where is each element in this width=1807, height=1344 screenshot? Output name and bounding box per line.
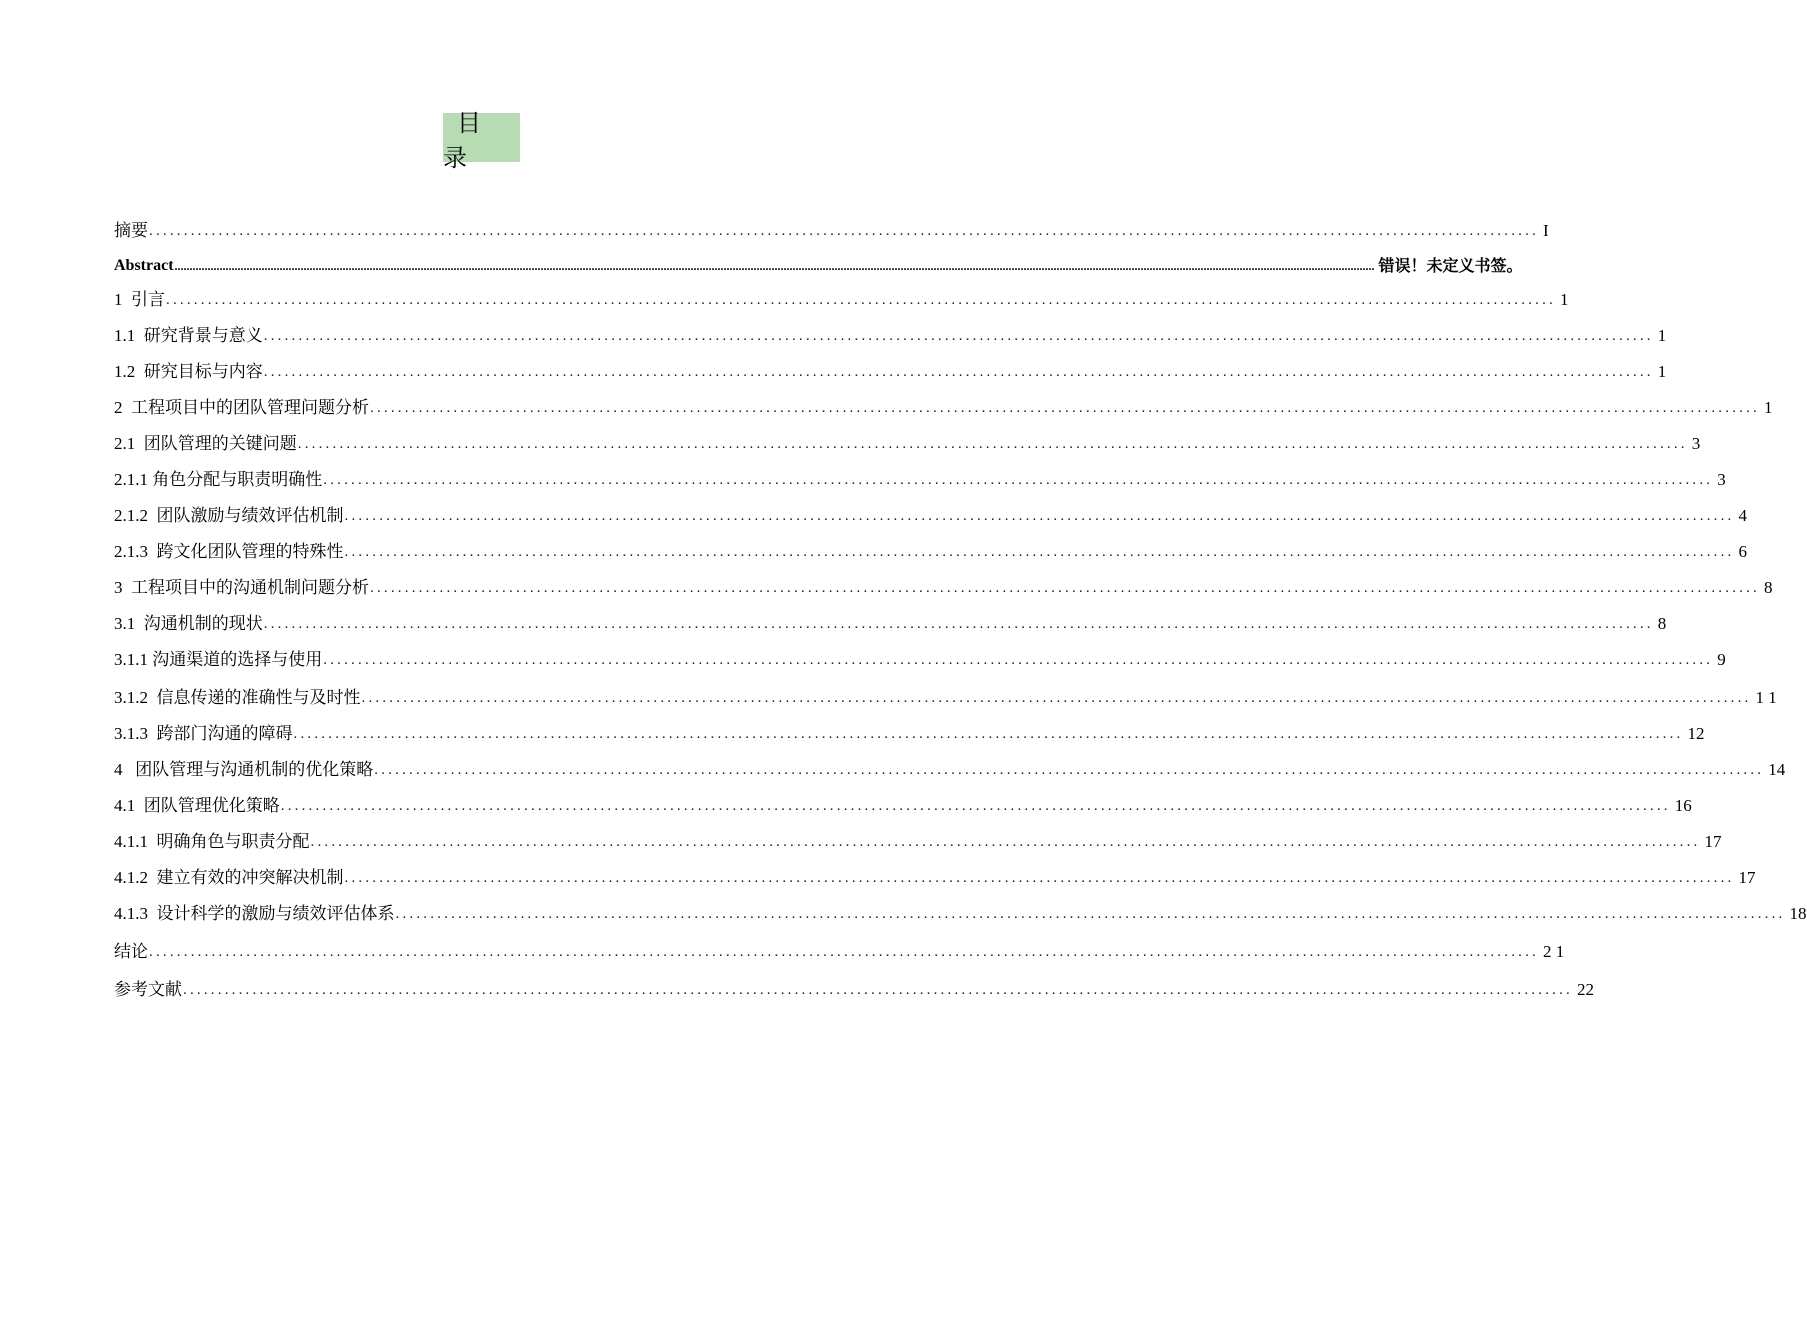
- toc-dot-leader: ........................................................................................................................................................................................................: [280, 798, 1671, 814]
- toc-dot-leader: ........................................................................................................................................................................................................: [183, 982, 1573, 998]
- toc-entry-label: 结论: [114, 942, 148, 961]
- toc-entry-label: 4.1.2 建立有效的冲突解决机制: [114, 868, 344, 887]
- toc-dot-leader: ........................................................................................................................................................................................................: [323, 472, 1714, 488]
- toc-dot-leader: ........................................................................................................................................................................................................: [297, 436, 1688, 452]
- toc-entry-abstract-en[interactable]: [114, 253, 1523, 279]
- toc-entry-page: 1: [1560, 290, 1569, 309]
- toc-entry-label: 1.2 研究目标与内容: [114, 362, 263, 381]
- toc-dot-leader: ........................................................................................................................................................................................................: [263, 328, 1654, 344]
- toc-entry-label: 3.1.3 跨部门沟通的障碍: [114, 724, 293, 743]
- toc-entry-label: 3.1.1 沟通渠道的选择与使用: [114, 650, 323, 669]
- toc-entry-4-1[interactable]: [114, 793, 1692, 819]
- toc-title: 目 录: [443, 113, 520, 162]
- toc-entry-4-1-3[interactable]: [114, 901, 1807, 927]
- toc-entry-page: 4: [1738, 506, 1747, 525]
- toc-entry-label: 2 工程项目中的团队管理问题分析: [114, 398, 369, 417]
- toc-entry-page: 17: [1704, 832, 1722, 851]
- toc-entry-page: 1 1: [1755, 688, 1777, 707]
- toc-entry-page: 6: [1738, 542, 1747, 561]
- toc-dot-leader: ........................................................................................................................................................................................................: [344, 508, 1735, 524]
- toc-entry-label: 2.1.1 角色分配与职责明确性: [114, 470, 323, 489]
- toc-entry-page: 3: [1691, 434, 1701, 453]
- toc-entry-2-1[interactable]: [114, 431, 1701, 457]
- toc-entry-2-1-3[interactable]: [114, 539, 1747, 565]
- toc-entry-label: 1 引言: [114, 290, 165, 309]
- toc-entry-label: 4.1.3 设计科学的激励与绩效评估体系: [114, 904, 395, 923]
- toc-entry-label: 4.1.1 明确角色与职责分配: [114, 832, 310, 851]
- toc-entry-label: Abstract: [114, 257, 174, 274]
- toc-dot-leader: ........................................................................................................................................................................................................: [263, 616, 1654, 632]
- toc-entry-label: 3 工程项目中的沟通机制问题分析: [114, 578, 369, 597]
- toc-dot-leader: ........................................................................................................................................................................................................: [323, 652, 1714, 668]
- toc-dot-leader: ................................................................................................................................................................................................................................................................................................................................................................................................................: [174, 259, 1375, 273]
- toc-entry-3-1-2[interactable]: [114, 685, 1777, 711]
- toc-entry-page: 22: [1577, 980, 1594, 999]
- toc-dot-leader: ........................................................................................................................................................................................................: [149, 223, 1539, 239]
- toc-entry-references[interactable]: [114, 977, 1594, 1003]
- toc-entry-label: 2.1.2 团队激励与绩效评估机制: [114, 506, 344, 525]
- toc-entry-label: 3.1 沟通机制的现状: [114, 614, 263, 633]
- toc-entry-2-1-1[interactable]: [114, 467, 1726, 493]
- toc-entry-4-1-1[interactable]: [114, 829, 1722, 855]
- toc-dot-leader: ........................................................................................................................................................................................................: [344, 870, 1735, 886]
- toc-dot-leader: ........................................................................................................................................................................................................: [370, 580, 1760, 596]
- toc-entry-page: 12: [1687, 724, 1705, 743]
- toc-entry-page: 1: [1657, 326, 1667, 345]
- toc-entry-label: 参考文献: [114, 980, 182, 999]
- toc-dot-leader: ........................................................................................................................................................................................................: [344, 544, 1735, 560]
- toc-entry-page: 16: [1674, 796, 1692, 815]
- toc-entry-conclusion[interactable]: [114, 939, 1565, 965]
- toc-entry-page: 1: [1764, 398, 1773, 417]
- toc-entry-label: 1.1 研究背景与意义: [114, 326, 263, 345]
- toc-entry-4-1-2[interactable]: [114, 865, 1756, 891]
- toc-dot-leader: ........................................................................................................................................................................................................: [370, 400, 1760, 416]
- toc-dot-leader: ........................................................................................................................................................................................................: [149, 944, 1539, 960]
- toc-entry-3-1-3[interactable]: [114, 721, 1705, 747]
- toc-dot-leader: ........................................................................................................................................................................................................: [374, 762, 1765, 778]
- toc-entry-label: 2.1 团队管理的关键问题: [114, 434, 297, 453]
- toc-entry-label: 2.1.3 跨文化团队管理的特殊性: [114, 542, 344, 561]
- toc-dot-leader: ........................................................................................................................................................................................................: [166, 292, 1556, 308]
- toc-entry-page: 8: [1657, 614, 1667, 633]
- toc-entry-page: 9: [1717, 650, 1726, 669]
- toc-entry-label: 3.1.2 信息传递的准确性与及时性: [114, 688, 361, 707]
- toc-entry-page: 1: [1657, 362, 1667, 381]
- toc-entry-3-1-1[interactable]: [114, 647, 1726, 673]
- toc-entry-1-2[interactable]: [114, 359, 1667, 385]
- toc-entry-1[interactable]: [114, 287, 1569, 313]
- toc-entry-page: I: [1543, 221, 1549, 240]
- toc-entry-page: 错误！未定义书签。: [1378, 256, 1523, 275]
- toc-entry-2-1-2[interactable]: [114, 503, 1747, 529]
- toc-entry-4[interactable]: [114, 757, 1786, 783]
- toc-dot-leader: ........................................................................................................................................................................................................: [310, 834, 1701, 850]
- toc-entry-3[interactable]: [114, 575, 1773, 601]
- toc-entry-2[interactable]: [114, 395, 1773, 421]
- toc-entry-page: 18: [1789, 904, 1807, 923]
- toc-entry-3-1[interactable]: [114, 611, 1667, 637]
- toc-entry-label: 4.1 团队管理优化策略: [114, 796, 280, 815]
- toc-entry-1-1[interactable]: [114, 323, 1667, 349]
- toc-entry-abstract-zh[interactable]: [114, 218, 1549, 244]
- toc-entry-page: 2 1: [1543, 942, 1565, 961]
- toc-dot-leader: ........................................................................................................................................................................................................: [293, 726, 1684, 742]
- toc-entry-page: 14: [1768, 760, 1786, 779]
- toc-dot-leader: ........................................................................................................................................................................................................: [395, 906, 1786, 922]
- toc-entry-page: 3: [1717, 470, 1726, 489]
- toc-entry-label: 4 团队管理与沟通机制的优化策略: [114, 760, 374, 779]
- toc-dot-leader: ........................................................................................................................................................................................................: [361, 690, 1752, 706]
- toc-entry-page: 17: [1738, 868, 1756, 887]
- toc-dot-leader: ........................................................................................................................................................................................................: [263, 364, 1654, 380]
- toc-entry-page: 8: [1764, 578, 1773, 597]
- toc-entry-label: 摘要: [114, 221, 148, 240]
